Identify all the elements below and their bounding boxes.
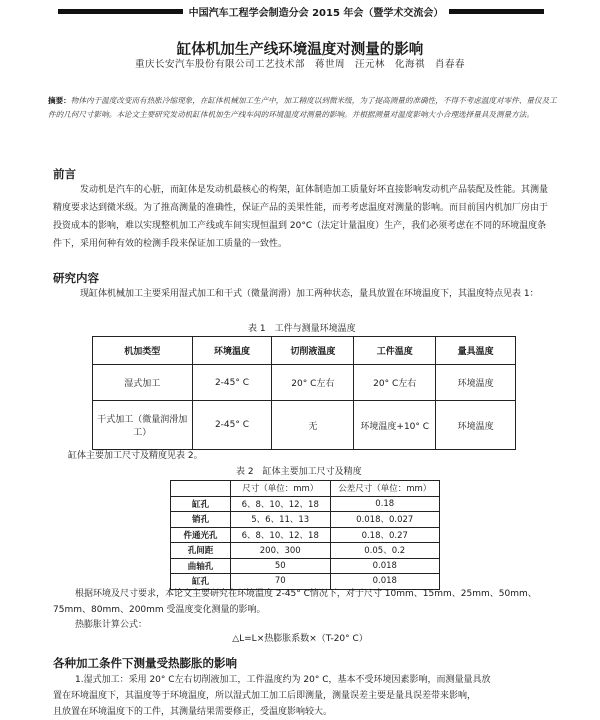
table2-row: [171, 543, 440, 559]
table1: [92, 336, 516, 450]
table1-cell: 环境温度+10° C: [354, 401, 436, 450]
table2-cell: 0.018: [330, 574, 440, 590]
intro-paragraph: 发动机是汽车的心脏，而缸体是发动机最核心的构架，缸体制造加工质量好坏直接影响发动机产品装配及性能。其测量精度要求达到微米级。为了推高测量的准确性，保证产品的美果性能，而考考虑温度对测量的影响。而目前国内机加厂房由于投资成本的影响，难以实现整机加工产线或车间实现恒温到 20°C（法定计量温度）生产，我们必须考虑在不同的环境温度条件下，采用何种有效的检测手段来保证加工质量的一致性。: [53, 185, 549, 249]
table2-cell: 曲轴孔: [171, 558, 231, 574]
table2-header-cell: 尺寸（单位：mm）: [230, 481, 330, 497]
table2-row: [171, 512, 440, 528]
section3-line-1: 1.湿式加工：采用 20° C左右切削液加工，工件温度约为 20° C，基本不受环境因素影响，而测量量具放: [75, 675, 491, 685]
table1-row: [93, 365, 516, 401]
table2-cell: 0.018: [330, 558, 440, 574]
table2-cell: 销孔: [171, 512, 231, 528]
formula: △L=L×热膨胀系数×（T-20° C）: [232, 634, 368, 644]
table1-row: [93, 401, 516, 450]
table1-cell: 20° C左右: [354, 365, 436, 401]
table1-cell: 2-45° C: [192, 365, 272, 401]
intro-heading: 前言: [53, 167, 76, 181]
table2-cell: 缸孔: [171, 574, 231, 590]
table2-cell: 5、6、11、13: [230, 512, 330, 528]
table1-cell: 2-45° C: [192, 401, 272, 450]
running-header: [0, 0, 600, 20]
after-table-line-1: 根据环境及尺寸要求，本论文主要研究在环境温度 2-45° C情况下，对于尺寸 10mm、15mm、25mm、50mm、: [75, 589, 537, 599]
table2-caption: 表 2 缸体主要加工尺寸及精度: [236, 467, 362, 477]
table1-caption: 表 1 工件与测量环境温度: [248, 324, 356, 334]
table2-header-cell: [171, 481, 231, 497]
table1-cell: 环境温度: [436, 401, 516, 450]
table2-cell: 200、300: [230, 543, 330, 559]
table2-header-row: [171, 481, 440, 497]
table2-cell: 6、8、10、12、18: [230, 496, 330, 512]
abstract-text: 物体内于温度改变而有热胀冷缩现象，在缸体机械加工生产中，加工精度以到微米级，为了提高测量的准确性，不得不考虑温度对零件、量仪及工件的几何尺寸影响。本论文主要研究发动机缸体机加生产线车间的环境温度对测量的影响。并根据测量对温度影响大小合理选择量具及测量方法。: [48, 96, 557, 119]
section3-heading: 各种加工条件下测量受热膨胀的影响: [53, 656, 237, 670]
paper-title: 缸体机加生产线环境温度对测量的影响: [176, 42, 424, 58]
abstract: [48, 94, 558, 122]
table2-cell: 6、8、10、12、18: [230, 527, 330, 543]
table2-header-cell: 公差尺寸（单位：mm）: [330, 481, 440, 497]
research-paragraph: 现缸体机械加工主要采用湿式加工和干式（微量润滑）加工两种状态，量具放置在环境温度下，其温度特点见表 1：: [80, 289, 539, 299]
table1-cell: 湿式加工: [93, 365, 193, 401]
table1-header-cell: 机加类型: [93, 337, 193, 365]
table2-row: [171, 558, 440, 574]
section3-line-2: 置在环境温度下，其温度等于环境温度，所以湿式加工加工后即测量，测量误差主要是量具误差带来影响，: [53, 691, 477, 701]
header-bar-right: [449, 9, 544, 14]
table2-cell: 缸孔: [171, 496, 231, 512]
table2-cell: 0.018、0.027: [330, 512, 440, 528]
header-bar-left: [58, 9, 183, 14]
table1-cell: 20° C左右: [272, 365, 354, 401]
authors: 重庆长安汽车股份有限公司工艺技术部 蒋世周 汪元林 化海祺 肖春春: [134, 59, 465, 70]
table1-header-cell: 环境温度: [192, 337, 272, 365]
table2-cell: 50: [230, 558, 330, 574]
table1-header-cell: 工件温度: [354, 337, 436, 365]
table2-intro: 缸体主要加工尺寸及精度见表 2。: [68, 451, 203, 461]
table1-header-cell: 量具温度: [436, 337, 516, 365]
formula-label: 热膨胀计算公式：: [75, 620, 148, 630]
table2-row: [171, 527, 440, 543]
table1-header-cell: 切削液温度: [272, 337, 354, 365]
abstract-label: 摘要：: [48, 96, 71, 105]
table2-cell: 0.18: [330, 496, 440, 512]
table2-cell: 0.18、0.27: [330, 527, 440, 543]
table2-row: [171, 496, 440, 512]
table2-cell: 0.05、0.2: [330, 543, 440, 559]
table2-cell: 70: [230, 574, 330, 590]
table1-cell: 环境温度: [436, 365, 516, 401]
header-text: 中国汽车工程学会制造分会 2015 年会（暨学术交流会）: [188, 8, 444, 19]
table1-cell: 无: [272, 401, 354, 450]
table2-cell: 孔间距: [171, 543, 231, 559]
table1-header-row: [93, 337, 516, 365]
section3-line-3: 且放置在环境温度下的工件，其测量结果需要修正，受温度影响较大。: [53, 707, 333, 717]
research-heading: 研究内容: [53, 271, 99, 285]
table2: [170, 480, 440, 590]
table1-cell: 干式加工（微量润滑加工）: [93, 401, 193, 450]
after-table-line-2: 75mm、80mm、200mm 受温度变化测量的影响。: [53, 605, 266, 615]
table2-cell: 件通光孔: [171, 527, 231, 543]
